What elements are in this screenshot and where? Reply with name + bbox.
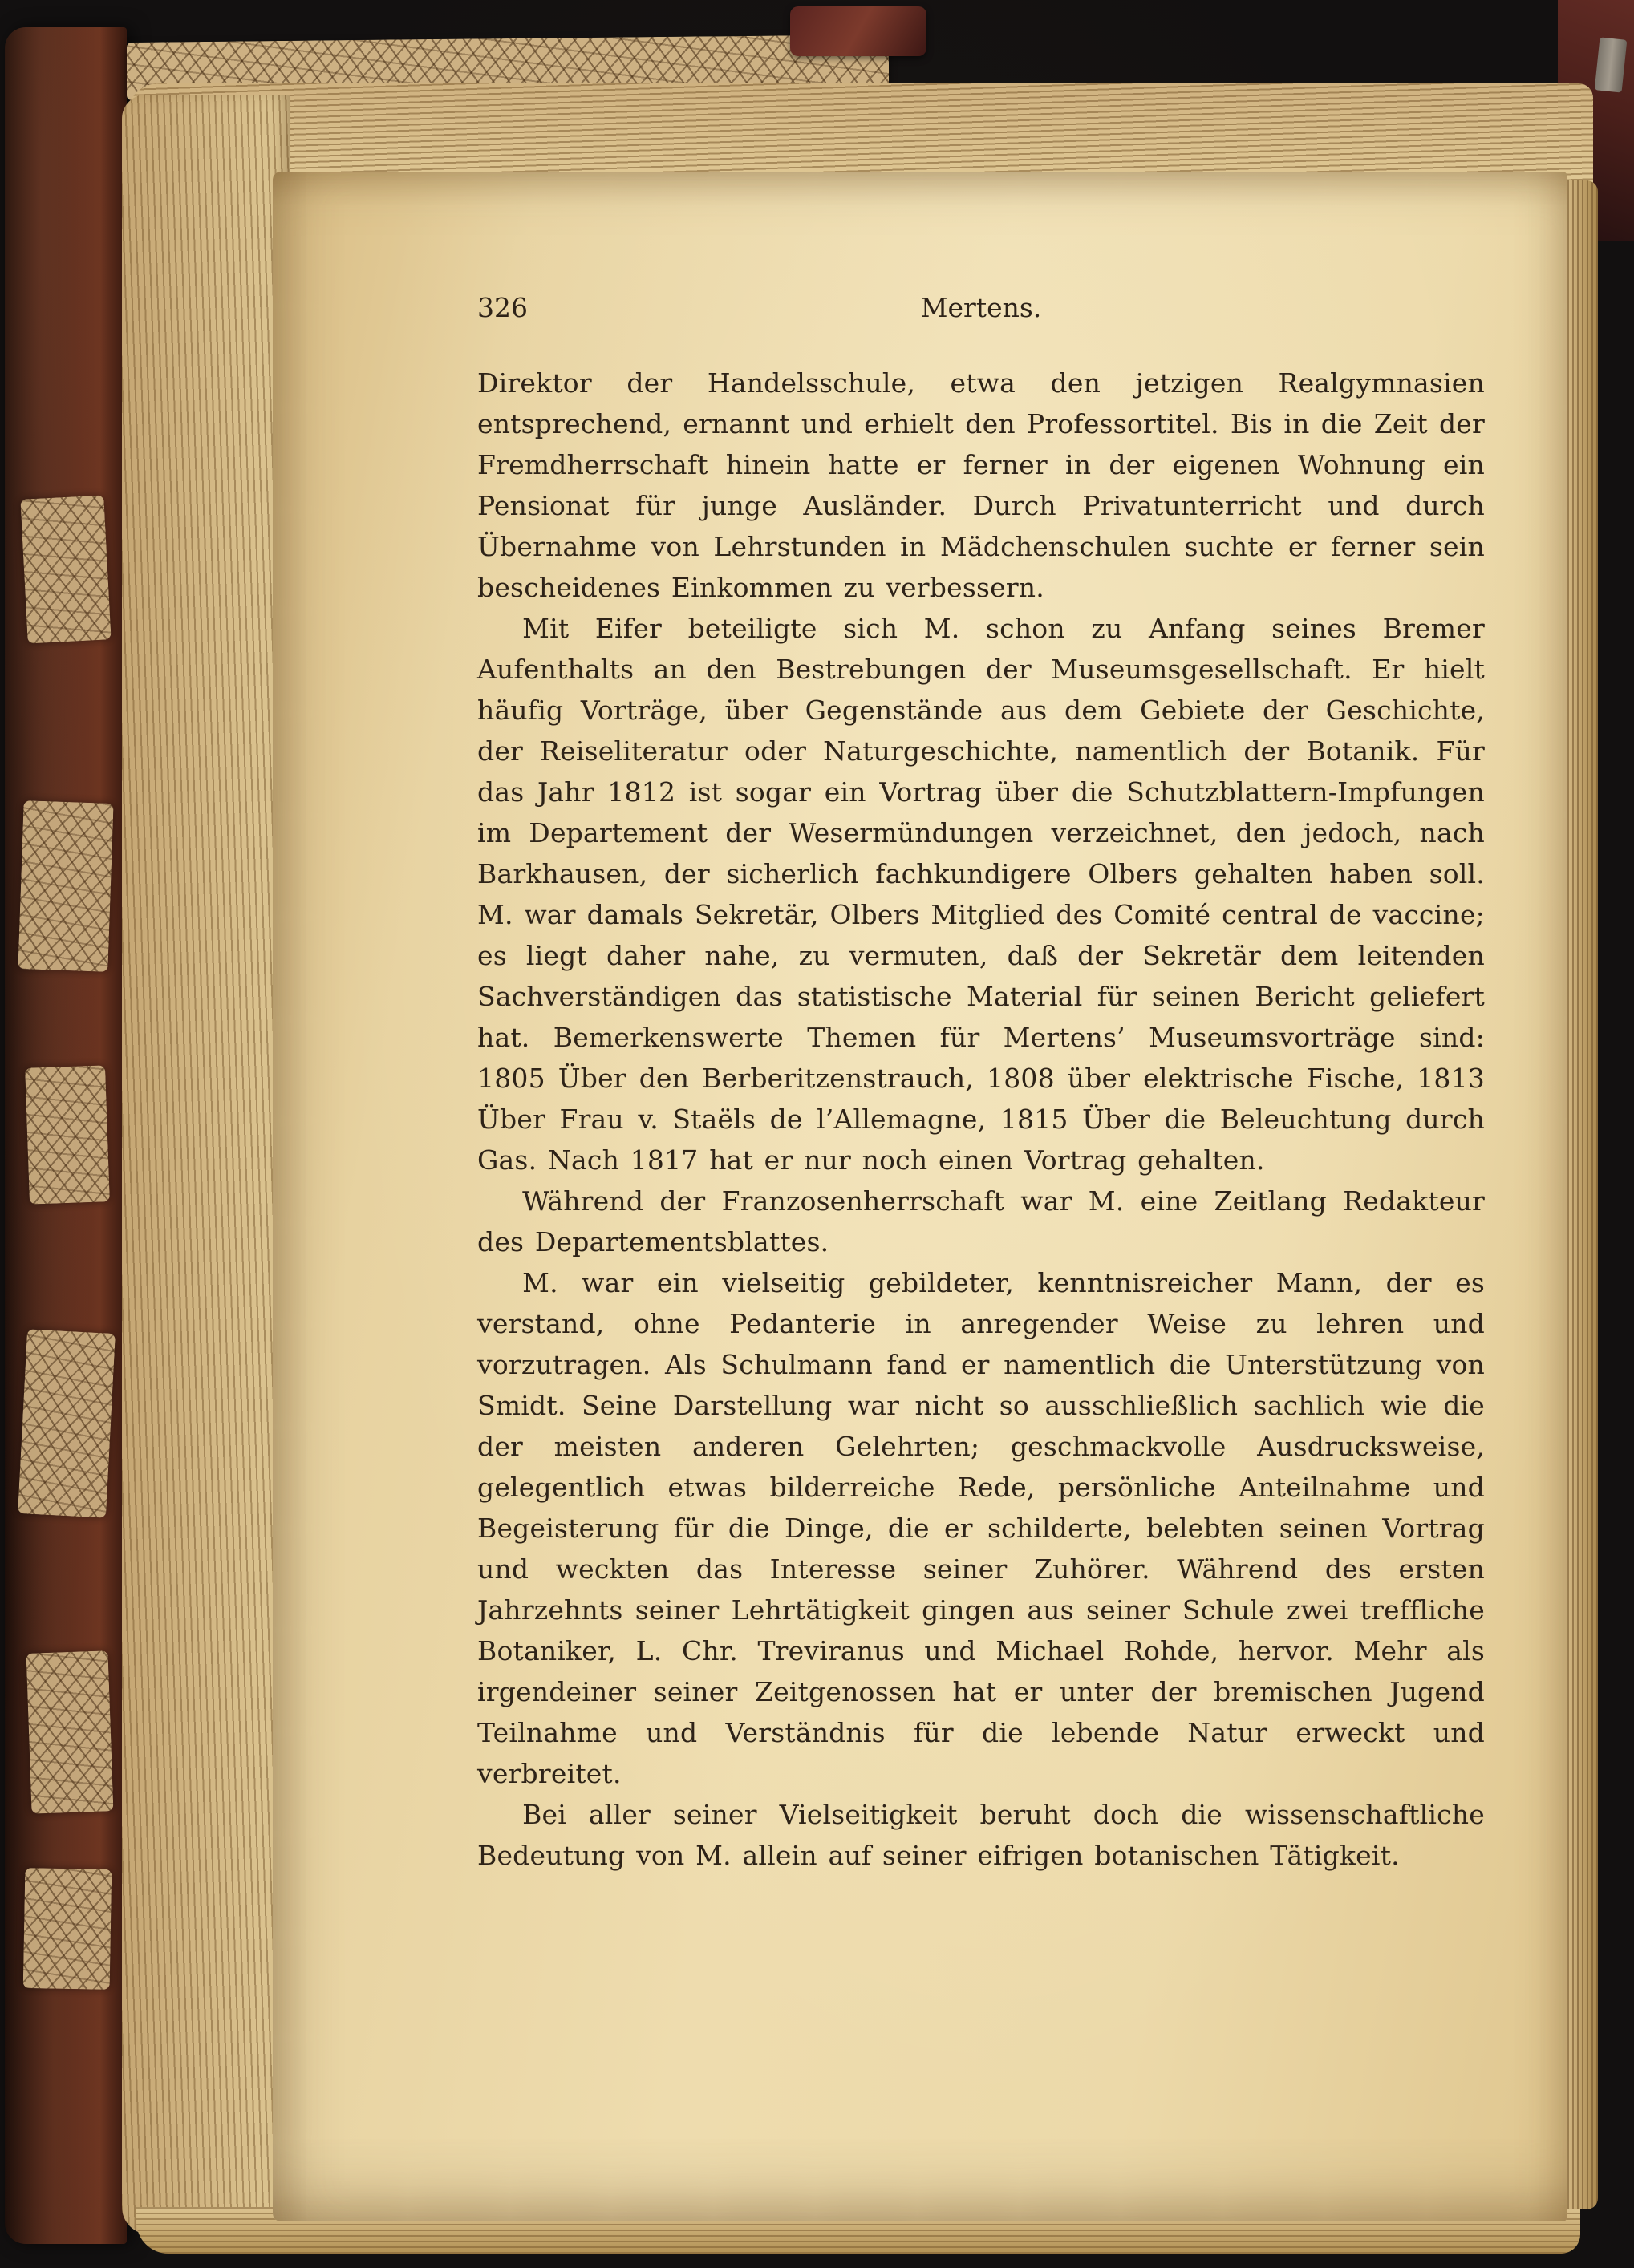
paragraph: M. war ein vielseitig gebildeter, kenntnisreicher Mann, der es verstand, ohne Pedanterie in anregender Weise zu lehren und vorzutragen. Als Schulmann fand er namentlich die Unterstützung von Smidt. Seine Darstellung war nicht so ausschließlich sachlich wie die der meisten anderen Gelehrten; geschmackvolle Ausdrucksweise, gelegentlich etwas bilderreiche Rede, persönliche Anteilnahme und Begeisterung für die Dinge, die er schilderte, belebten seinen Vortrag und weckten das Interesse seiner Zuhörer. Während des ersten Jahrzehnts seiner Lehrtätigkeit gingen aus seiner Schule zwei treffliche Botaniker, L. Chr. Treviranus und Michael Rohde, hervor. Mehr als irgendeiner seiner Zeitgenossen hat er unter der bremischen Jugend Teilnahme und Verständnis für die lebende Natur erweckt und verbreitet.	[477, 1267, 1485, 1789]
page-stack-left-edge	[122, 95, 290, 2234]
leather-patch	[790, 6, 926, 56]
endpaper-fragment	[18, 1329, 116, 1517]
book-page	[273, 172, 1567, 2221]
paragraph: Direktor der Handelsschule, etwa den jetzigen Realgymnasien entsprechend, ernannt und erhielt den Professortitel. Bis in die Zeit der Fremdherrschaft hinein hatte er ferner in der eigenen Wohnung ein Pensionat für junge Ausländer. Durch Privatunterricht und durch Übernahme von Lehrstunden in Mädchenschulen suchte er ferner sein bescheidenes Einkommen zu verbessern.	[477, 367, 1485, 603]
page-number: 326	[477, 292, 528, 323]
body-text	[477, 362, 1485, 1876]
bookmark-ribbon	[1595, 37, 1628, 92]
page-text-block	[477, 292, 1485, 1876]
page-header	[477, 292, 1485, 338]
endpaper-fragment	[26, 1650, 114, 1813]
paragraph: Bei aller seiner Vielseitigkeit beruht doch die wissenschaftliche Bedeutung von M. allein auf seiner eifrigen botanischen Tätigkeit.	[477, 1799, 1485, 1871]
endpaper-fragment	[23, 1868, 112, 1990]
running-header: Mertens.	[920, 292, 1042, 323]
fore-edge-right	[1563, 180, 1598, 2209]
endpaper-fragment	[20, 495, 111, 643]
endpaper-fragment	[25, 1065, 110, 1204]
paragraph: Mit Eifer beteiligte sich M. schon zu Anfang seines Bremer Aufenthalts an den Bestrebungen der Museumsgesellschaft. Er hielt häufig Vorträge, über Gegenstände aus dem Gebiete der Geschichte, der Reiseliteratur oder Naturgeschichte, namentlich der Botanik. Für das Jahr 1812 ist sogar ein Vortrag über die Schutzblattern-Impfungen im Departement der Wesermündungen verzeichnet, den jedoch, nach Barkhausen, der sicherlich fachkundigere Olbers gehalten haben soll. M. war damals Sekretär, Olbers Mitglied des Comité central de vaccine; es liegt daher nahe, zu vermuten, daß der Sekretär dem leitenden Sachverständigen das statistische Material für seinen Bericht geliefert hat. Bemerkenswerte Themen für Mertens’ Museumsvorträge sind: 1805 Über den Berberitzenstrauch, 1808 über elektrische Fische, 1813 Über Frau v. Staëls de l’Allemagne, 1815 Über die Beleuchtung durch Gas. Nach 1817 hat er nur noch einen Vortrag gehalten.	[477, 613, 1485, 1176]
endpaper-fragment	[18, 800, 113, 972]
paragraph: Während der Franzosenherrschaft war M. eine Zeitlang Redakteur des Departementsblattes.	[477, 1185, 1485, 1258]
